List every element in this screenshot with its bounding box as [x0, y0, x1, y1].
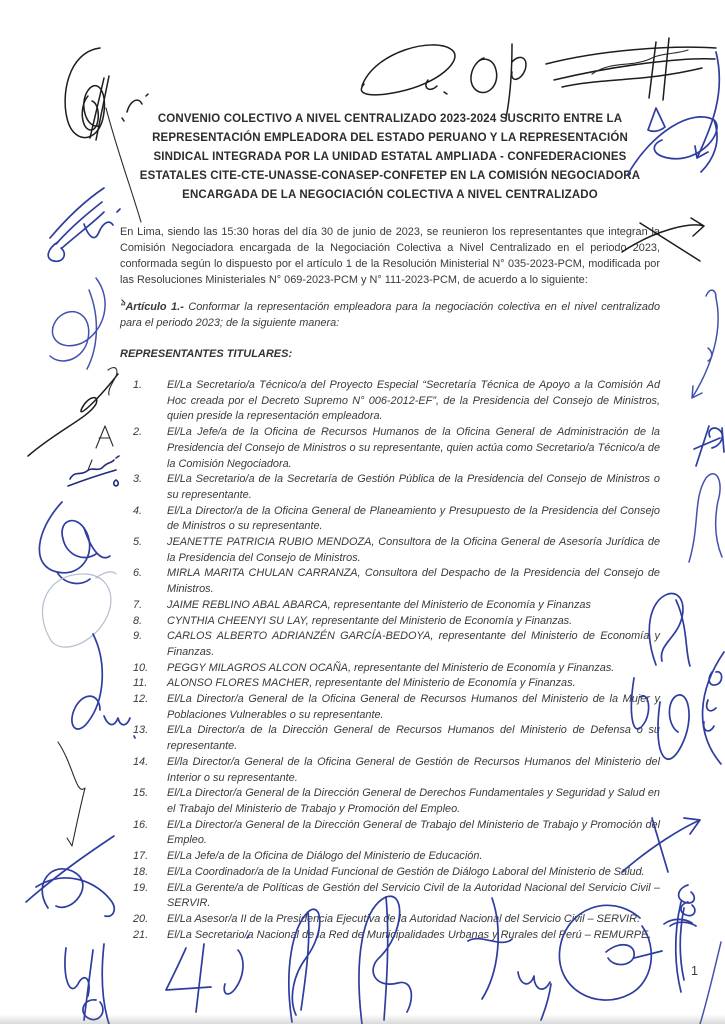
list-item-text: El/La Secretario/a de la Secretaría de Gestión Pública de la Presidencia del Consejo de Ministros o su representante. — [167, 473, 660, 501]
list-item — [120, 504, 660, 535]
list-item-number: 19. — [133, 881, 149, 894]
list-item — [120, 425, 660, 472]
signature-top-right-blue-stroke — [695, 52, 719, 158]
list-item-text: El/La Director/a General de la Oficina General de Recursos Humanos del Ministerio de la Mujer y Poblaciones Vulnerables o su representante. — [167, 693, 660, 721]
signature-right-f — [664, 885, 694, 992]
signature-left-n-circle — [65, 944, 109, 1024]
list-item — [120, 598, 660, 614]
list-item-text: El/La Jefe/a de la Oficina de Diálogo del Ministerio de Educación. — [167, 850, 483, 863]
list-item — [120, 676, 660, 692]
section-heading: REPRESENTANTES TITULARES: — [120, 348, 293, 360]
list-item-number: 8. — [133, 614, 143, 627]
list-item-number: 15. — [133, 787, 149, 800]
document-content — [120, 110, 660, 943]
list-item-number: 1. — [133, 379, 143, 391]
list-item-text: El/La Jefe/a de la Oficina de Recursos Humanos de la Oficina General de Administración de la Presidencia del Consejo de Ministros o su representante, quien actúa como Secretario/a Técnico/a de la Comisión Negociadora. — [167, 426, 660, 470]
title-line: SINDICAL INTEGRADA POR LA UNIDAD ESTATAL AMPLIADA - CONFEDERACIONES — [153, 151, 627, 163]
signature-left-faint-circle — [42, 572, 116, 647]
signature-left-js-loop — [50, 278, 125, 369]
mark-item3-dot — [114, 480, 119, 486]
list-item — [120, 865, 660, 881]
signature-right-slash — [700, 942, 721, 1024]
list-item — [120, 849, 660, 865]
list-item-number: 5. — [133, 536, 143, 549]
list-item-number: 6. — [133, 567, 143, 580]
list-item-text: JAIME REBLINO ABAL ABARCA, representante del Ministerio de Economía y Finanzas — [167, 598, 591, 611]
title-line: REPRESENTACIÓN EMPLEADORA DEL ESTADO PERUANO Y LA REPRESENTACIÓN — [152, 132, 628, 144]
list-item-text: El/la Director/a General de la Oficina General de Gestión de Recursos Humanos del Ministerio del Interior o su representante. — [167, 755, 660, 784]
list-item-number: 10. — [133, 661, 149, 674]
list-item — [120, 535, 660, 566]
representatives-list — [120, 378, 660, 943]
signature-left-check-black — [58, 742, 85, 846]
list-item — [120, 723, 660, 754]
list-item-number: 12. — [133, 693, 149, 706]
list-item-text: El/La Secretario/a Nacional de la Red de Municipalidades Urbanas y Rurales del Perú – REMURPE. — [167, 928, 652, 941]
list-item-number: 17. — [133, 850, 149, 863]
list-item-text: JEANETTE PATRICIA RUBIO MENDOZA, Consultora de la Oficina General de Asesoría Jurídica de la Presidencia del Consejo de Ministros. — [167, 536, 660, 564]
page-number: 1 — [691, 964, 698, 978]
list-item-number: 3. — [133, 473, 143, 486]
list-item-text: El/La Secretario/a Técnico/a del Proyecto Especial “Secretaría Técnica de Apoyo a la Comisión Ad Hoc creada por el Decreto Supremo N° 006-2012-EF”, de la Presidencia del Consejo de Ministros, quien preside la representación empleadora. — [167, 379, 660, 423]
list-item — [120, 629, 660, 660]
list-item-text: PEGGY MILAGROS ALCON OCAÑA, representante del Ministerio de Economía y Finanzas. — [167, 661, 615, 674]
list-item — [120, 614, 660, 630]
list-item-number: 18. — [133, 865, 149, 878]
list-item-number: 14. — [133, 755, 149, 768]
list-item-number: 7. — [133, 598, 143, 611]
list-item — [120, 378, 660, 425]
list-item — [120, 661, 660, 677]
signature-right-curl — [689, 474, 722, 562]
list-item-text: El/La Asesor/a II de la Presidencia Ejecutiva de la Autoridad Nacional del Servicio Civil – SERVIR. — [167, 912, 640, 925]
list-item — [120, 818, 660, 849]
signature-top-center-oval — [361, 45, 455, 95]
list-item-text: El/La Director/a de la Oficina General de Planeamiento y Presupuesto de la Presidencia del Consejo de Ministros o su representante. — [167, 504, 660, 533]
list-item-number: 21. — [133, 928, 149, 941]
list-item-number: 9. — [133, 630, 143, 643]
list-item — [120, 928, 660, 944]
list-item — [120, 472, 660, 503]
title-line: ESTATALES CITE-CTE-UNASSE-CONASEP-CONFETEP EN LA COMISIÓN NEGOCIADORA — [139, 170, 641, 182]
signature-left-exopel — [68, 426, 119, 486]
list-item — [120, 692, 660, 723]
mark-item1-black — [108, 368, 117, 395]
list-item-text: CYNTHIA CHEENYI SU LAY, representante del Ministerio de Economía y Finanzas. — [167, 614, 573, 627]
signature-left-double-loop — [26, 836, 114, 916]
article-1-paragraph — [120, 299, 660, 331]
list-item-number: 16. — [133, 818, 149, 831]
scan-shadow — [0, 1014, 725, 1024]
signature-left-swoosh-black — [28, 374, 118, 456]
signature-left-feather — [48, 188, 120, 261]
list-item-text: ALONSO FLORES MACHER, representante del Ministerio de Economía y Finanzas. — [167, 677, 576, 690]
list-item-number: 4. — [133, 504, 143, 517]
list-item-text: El/La Coordinador/a de la Unidad Funcional de Gestión de Diálogo Laboral del Ministerio de Salud. — [167, 865, 645, 878]
list-item — [120, 755, 660, 786]
list-item-number: 11. — [133, 677, 148, 690]
signature-right-h3 — [694, 426, 724, 466]
list-item — [120, 786, 660, 817]
list-item-text: El/La Director/a General de la Dirección General de Derechos Fundamentales y Seguridad y Salud en el Trabajo del Ministerio de Trabajo y Promoción del Empleo. — [167, 787, 660, 815]
list-item-text: MIRLA MARITA CHULAN CARRANZA, Consultora del Despacho de la Presidencia del Consejo de Ministros. — [167, 567, 660, 596]
list-item-number: 13. — [133, 724, 149, 737]
list-item-number: 2. — [133, 426, 143, 439]
list-item — [120, 566, 660, 597]
signature-right-j-hook — [692, 290, 718, 398]
list-item — [120, 881, 660, 912]
list-item-text: El/La Director/a General de la Dirección General de Trabajo del Ministerio de Trabajo y Promoción del Empleo. — [167, 818, 660, 847]
title-line: CONVENIO COLECTIVO A NIVEL CENTRALIZADO 2023-2024 SUSCRITO ENTRE LA — [157, 113, 623, 125]
article-1-body: Conformar la representación empleadora para la negociación colectiva en el nivel centralizado para el periodo 2023; de la siguiente manera: — [120, 301, 661, 329]
page-title — [120, 110, 660, 205]
list-item-number: 20. — [133, 912, 149, 925]
list-item-text: El/La Director/a de la Dirección General de Recursos Humanos del Ministerio de Defensa o su representante. — [167, 724, 660, 753]
signature-left-eleay — [39, 502, 110, 583]
list-item-text: El/La Gerente/a de Políticas de Gestión del Servicio Civil de la Autoridad Nacional del Servicio Civil – SERVIR. — [167, 881, 660, 910]
intro-paragraph: En Lima, siendo las 15:30 horas del día 30 de junio de 2023, se reunieron los representantes que integran la Comisión Negociadora encargada de la Negociación Colectiva a Nivel Centralizado en el periodo 2023, conformada según lo dispuesto por el artículo 1 de la Resolución Ministerial N° 035-2023-PCM, modificada por las Resoluciones Ministeriales N° 069-2023-PCM y N° 111-2023-PCM, de acuerdo a lo siguiente: — [120, 226, 660, 286]
list-item-text: CARLOS ALBERTO ADRIANZÉN GARCÍA-BEDOYA, representante del Ministerio de Economía y Finanzas. — [167, 630, 660, 658]
signature-top-center-od — [471, 44, 526, 118]
signature-top-right-scribble — [546, 38, 716, 100]
article-1-lead: “Artículo 1.- — [120, 301, 184, 313]
title-line: ENCARGADA DE LA NEGOCIACIÓN COLECTIVA A NIVEL CENTRALIZADO — [182, 189, 598, 201]
signature-bottom-4j — [166, 935, 249, 1012]
list-item — [120, 912, 660, 928]
